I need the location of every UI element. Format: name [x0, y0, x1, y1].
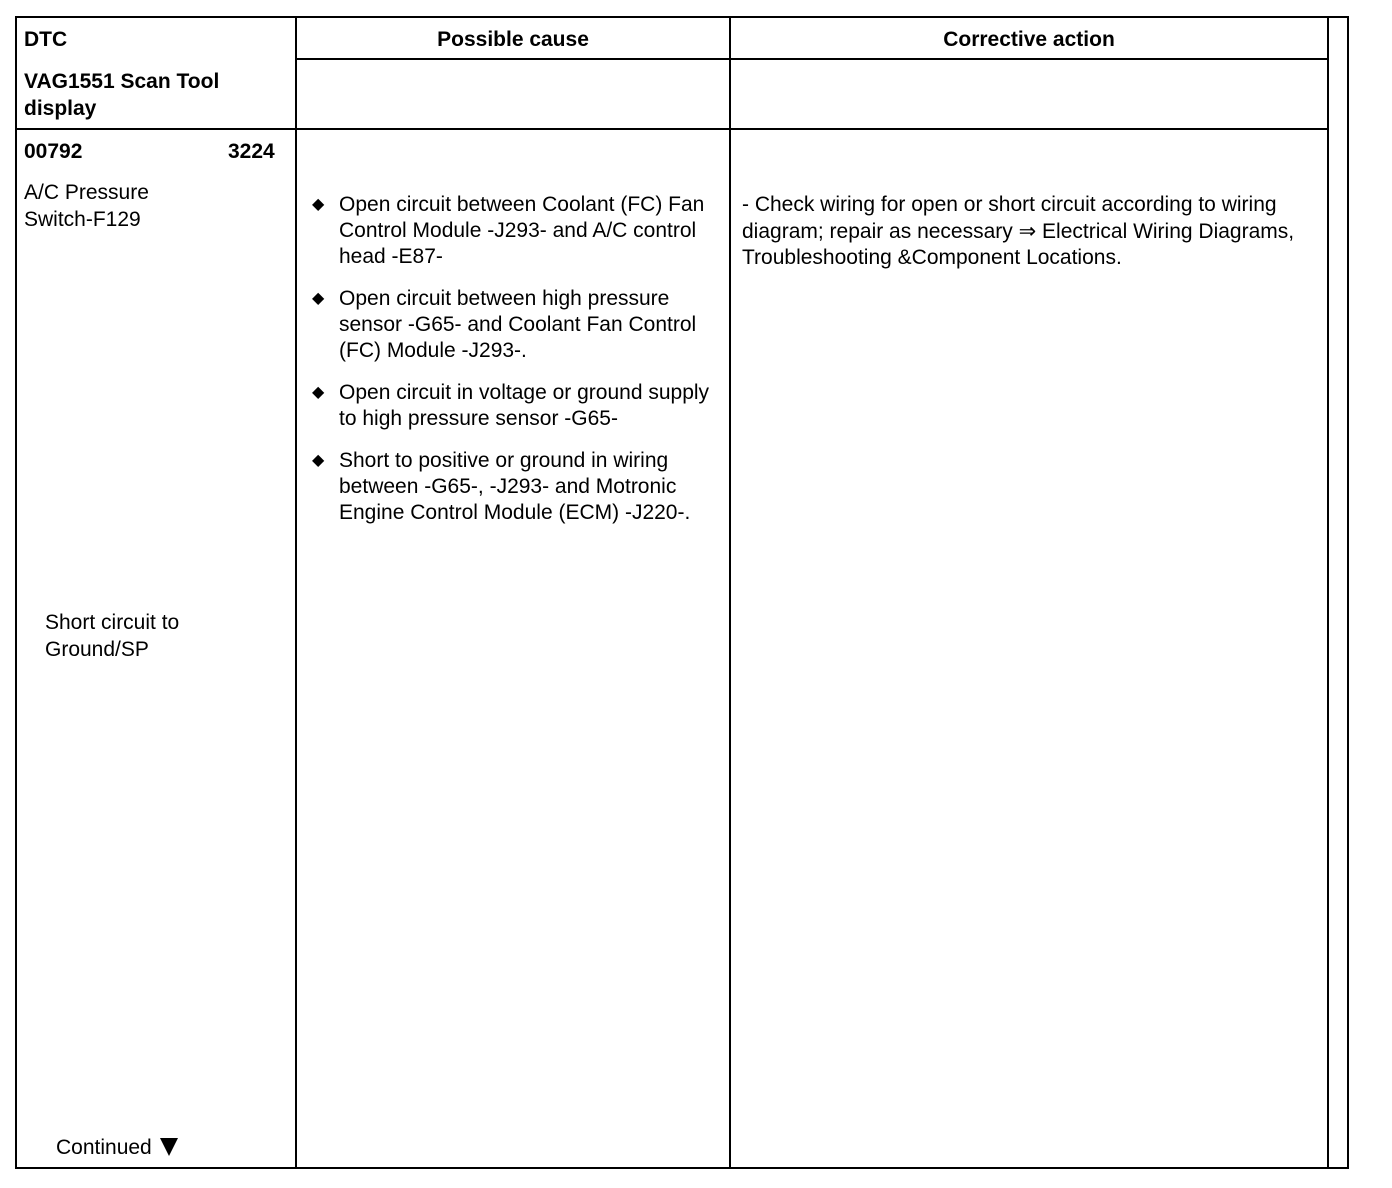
cause-text: Open circuit between high pressure sensor -G65- and Coolant Fan Control (FC) Module -J293-. [339, 287, 697, 362]
cause-text: Short to positive or ground in wiring between -G65-, -J293- and Motronic Engine Control Module (ECM) -J220-. [339, 449, 691, 524]
continued-indicator [56, 1134, 178, 1162]
bullet-diamond-icon: ◆ [312, 452, 325, 469]
cause-item [312, 286, 724, 364]
header-dtc: DTC [24, 28, 68, 51]
header-scan-tool-display: VAG1551 Scan Tool display [24, 70, 220, 120]
corrective-action-text: - Check wiring for open or short circuit according to wiring diagram; repair as necessary ⇒ Electrical Wiring Diagrams, Troubleshooting &Component Locations. [742, 193, 1295, 269]
cause-item [312, 380, 724, 432]
cause-item [312, 448, 724, 526]
header-corrective-action: Corrective action [943, 28, 1115, 51]
down-triangle-icon [160, 1138, 178, 1156]
fault-type: Short circuit to Ground/SP [45, 611, 180, 661]
cause-text: Open circuit between Coolant (FC) Fan Control Module -J293- and A/C control head -E87- [339, 193, 705, 268]
column-divider-1 [295, 16, 297, 1169]
fault-code: 3224 [228, 140, 275, 163]
possible-causes-list [312, 192, 724, 542]
cause-text: Open circuit in voltage or ground supply to high pressure sensor -G65- [339, 381, 710, 430]
dtc-table [15, 16, 1349, 1169]
column-divider-2 [729, 16, 731, 1169]
continued-label: Continued [56, 1136, 152, 1159]
bullet-diamond-icon: ◆ [312, 196, 325, 213]
bullet-diamond-icon: ◆ [312, 290, 325, 307]
column-divider-3 [1327, 16, 1329, 1169]
header-bottom-rule [15, 128, 1329, 130]
header-possible-cause: Possible cause [437, 28, 589, 51]
dtc-code: 00792 [24, 140, 83, 163]
cause-item [312, 192, 724, 270]
component-name: A/C Pressure Switch-F129 [24, 181, 149, 231]
bullet-diamond-icon: ◆ [312, 384, 325, 401]
header-subdivider [295, 58, 1329, 60]
